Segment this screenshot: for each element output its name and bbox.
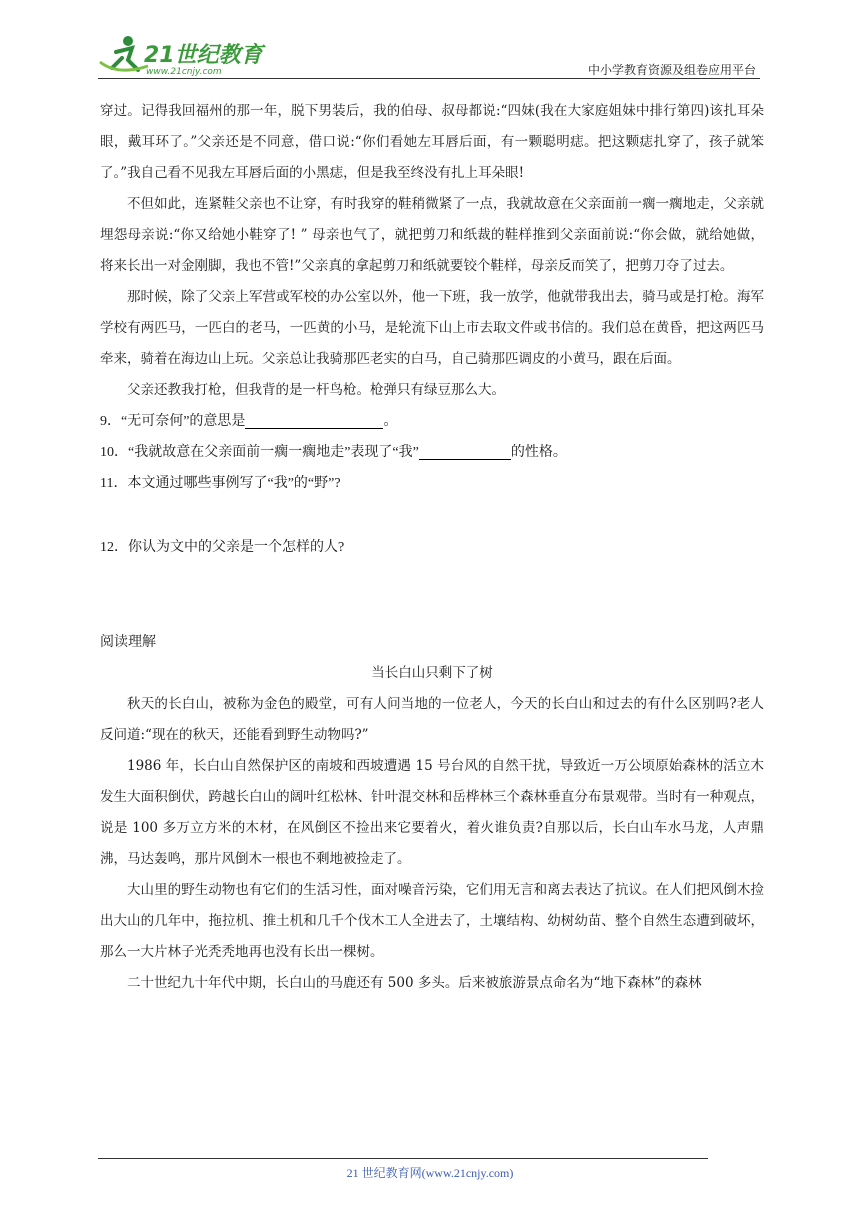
running-man-icon [100, 36, 148, 70]
article-paragraph-2: 1986 年，长白山自然保护区的南坡和西坡遭遇 15 号台风的自然干扰，导致近一万公顷原始森林的活立木发生大面积倒伏，跨越长白山的阔叶红松林、针叶混交林和岳桦林三个森林垂直分布景观带。当时有一种观点，说是 100 多万立方米的木材，在风倒区不捡出来它要着火，着火谁负责?自那以后，长白山车水马龙，人声鼎沸，马达轰鸣，那片风倒木一根也不剩地被捡走了。 [100, 758, 764, 867]
passage-paragraph-1: 穿过。记得我回福州的那一年，脱下男装后，我的伯母、叔母都说:“四妹(我在大家庭姐妹中排行第四)该扎耳朵眼，戴耳环了。”父亲还是不同意，借口说:“你们看她左耳唇后面，有一颗聪明痣。把这颗痣扎穿了，孩子就笨了。”我自己看不见我左耳唇后面的小黑痣，但是我至终没有扎上耳朵眼! [100, 103, 764, 181]
question-9-text: 9．“无可奈何”的意思是 [100, 414, 246, 429]
answer-space-11[interactable] [100, 499, 764, 532]
question-9-end: 。 [383, 414, 398, 429]
question-10-text: 10．“我就故意在父亲面前一瘸一瘸地走”表现了“我” [100, 445, 419, 460]
header-divider [98, 78, 760, 79]
answer-blank-10[interactable] [419, 443, 511, 460]
question-10 [100, 437, 764, 468]
question-10-end: 的性格。 [510, 445, 567, 460]
footer-divider [98, 1158, 708, 1159]
passage-paragraph-4: 父亲还教我打枪，但我背的是一杆鸟枪。枪弹只有绿豆那么大。 [127, 382, 505, 398]
section-label: 阅读理解 [100, 635, 156, 650]
logo-text: 21世纪教育 [144, 43, 263, 68]
page-header [98, 32, 758, 82]
answer-blank-9[interactable] [245, 412, 383, 429]
question-9 [100, 406, 764, 437]
passage-paragraph-3: 那时候，除了父亲上军营或军校的办公室以外，他一下班，我一放学，他就带我出去，骑马或是打枪。海军学校有两匹马，一匹白的老马，一匹黄的小马，是轮流下山上市去取文件或书信的。我们总在黄昏，把这两匹马牵来，骑着在海边山上玩。父亲总让我骑那匹老实的白马，自己骑那匹调皮的小黄马，跟在后面。 [100, 289, 764, 367]
article-paragraph-4: 二十世纪九十年代中期，长白山的马鹿还有 500 多头。后来被旅游景点命名为“地下森林”的森林 [127, 975, 702, 991]
platform-name: 中小学教育资源及组卷应用平台 [587, 63, 756, 77]
article-paragraph-1: 秋天的长白山，被称为金色的殿堂，可有人问当地的一位老人，今天的长白山和过去的有什么区别吗?老人反问道:“现在的秋天，还能看到野生动物吗?” [100, 696, 764, 743]
footer-link[interactable]: 21 世纪教育网(www.21cnjy.com) [346, 1166, 514, 1180]
passage-paragraph-2: 不但如此，连紧鞋父亲也不让穿，有时我穿的鞋稍微紧了一点，我就故意在父亲面前一瘸一瘸地走，父亲就埋怨母亲说:“你又给她小鞋穿了! ” 母亲也气了，就把剪刀和纸裁的鞋样推到父亲面前说:“你会做，就给她做，将来长出一对金刚脚，我也不管!”父亲真的拿起剪刀和纸就要铰个鞋样，母亲反而笑了，把剪刀夺了过去。 [100, 196, 764, 274]
page-content [100, 96, 764, 999]
logo [98, 32, 278, 80]
logo-url: www.21cnjy.com [146, 67, 222, 77]
question-11: 11．本文通过哪些事例写了“我”的“野”? [100, 476, 341, 491]
article-paragraph-3: 大山里的野生动物也有它们的生活习性，面对噪音污染，它们用无言和离去表达了抗议。在人们把风倒木捡出大山的几年中，拖拉机、推土机和几千个伐木工人全进去了，土壤结构、幼树幼苗、整个自然生态遭到破坏，那么一大片林子光秃秃地再也没有长出一棵树。 [100, 882, 764, 960]
question-12: 12．你认为文中的父亲是一个怎样的人? [100, 540, 345, 555]
answer-space-12[interactable] [100, 563, 764, 627]
article-title: 当长白山只剩下了树 [371, 665, 493, 681]
